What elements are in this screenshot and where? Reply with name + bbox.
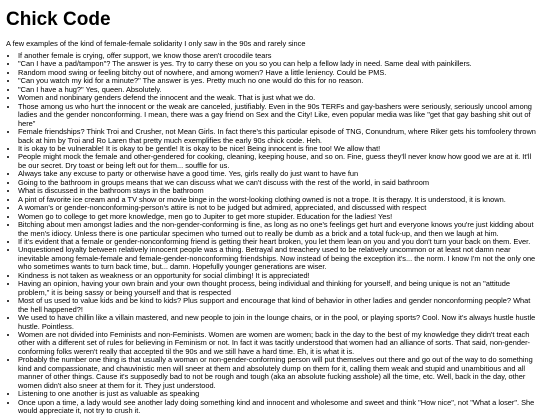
list-item: • Listening to one another is just as valuable as speaking [18,390,536,398]
list-item: • Having an opinion, having your own brain and your own thought process, being individual and thinking for yourself, and being unique is not an "attitude problem," it is being sassy or being yourself and that is respected [18,280,536,297]
intro-text: A few examples of the kind of female-female solidarity I only saw in the 90s and rarely since [6,39,306,48]
list-item: • "Can I have a hug?" Yes, queen. Absolutely. [18,86,536,94]
list-item: • Probably the number one thing is that usually a woman or non-gender-conforming person will put themselves out there and go out of the way to do something kind and compassionate, and chauvinistic men will sneer at them and absolutely dump on them for it, calling them weak and stupid and unambitious and all manner of other things. Cause it's supposedly bad to not be rough and tough (aka an absolute fucking asshole) all the time, etc. Well, back in the day, other women didn't also sneer at them for it. They just understood. [18,356,536,390]
list-item: • Female friendships? Think Troi and Crusher, not Mean Girls. In fact there's this particular episode of TNG, Conundrum, where Riker gets his tomfoolery thrown back at him by Troi and Ro Laren that pretty much exemplifies the early 90s chick code. Heh. [18,128,536,145]
list-item: • If another female is crying, offer support, we know those aren't crocodile tears [18,52,536,60]
list-item: • Kindness is not taken as weakness or an opportunity for social climbing! It is appreciated! [18,272,536,280]
list-item: • Most of us used to value kids and be kind to kids? Plus support and encourage that kind of behavior in other ladies and gender nonconforming people? What the hell happened?! [18,297,536,314]
list-item: • A pint of favorite ice cream and a TV show or movie binge in the worst-looking clothing owned is not a trope. It is therapy. It is understood, it is known. [18,196,536,204]
list-item: • "Can you watch my kid for a minute?" The answer is yes. Pretty much no one would do this for no reason. [18,77,536,85]
list-item: • People might mock the female and other-gendered for cooking, cleaning, keeping house, and so on. Fine, guess they'll never know how good we are at it. It'll be our secret. Dry toast or being left out for them... souffle for us. [18,153,536,170]
list-item: • Always take any excuse to party or otherwise have a good time. Yes, girls really do just want to have fun [18,170,536,178]
chick-code-list [4,52,536,415]
list-item: • If it's evident that a female or gender-nonconforming friend is getting their heart broken, you let them lean on you and you don't turn your back on them. Ever. [18,238,536,246]
list-item: • "Can I have a pad/tampon"? The answer is yes. Try to carry these on you so you can help a fellow lady in need. Same deal with painkillers. [18,60,536,68]
list-item: • It is okay to be vulnerable! It is okay to be gentle! It is okay to be nice! Being innocent is fine too! We allow that! [18,145,536,153]
list-item: • Bitching about men amongst ladies and the non-gender-conforming is fine, as long as no one's feelings get hurt and everyone knows you're just kidding about the men's idiocy. Unless there is one particular specimen who turned out to really be dumb as a brick and a total fuck-up, and then we laugh at him. [18,221,536,238]
page-title: Chick Code [6,9,111,30]
list-item: • Those among us who hurt the innocent or the weak are canceled, justifiably. Even in the 90s TERFs and gay-bashers were seriously, seriously uncool among ladies and the gender nonconforming. I mean, there was a gay friend on Sex and the City! Like, even popular media was like "get that gay bashing shit out of here" [18,103,536,128]
list-item: • What is discussed in the bathroom stays in the bathroom [18,187,536,195]
list-item: • Women are not divided into Feminists and non-Feminists. Women are women are women; back in the day to the best of my knowledge they didn't treat each other with a different set of rules for believing in Feminism or not. In fact it was tacitly understood that women had an alliance of sorts. That said, non-gender-conforming folks weren't really that accepted til the 90s and we still have a hard time. Eh, it is what it is. [18,331,536,356]
list-item: • A woman's or gender-nonconforming-person's attire is not to be judged but admired, appreciated, and discussed with respect [18,204,536,212]
list-item: • Women go to college to get more knowledge, men go to Jupiter to get more stupider. Education for the ladies! Yes! [18,213,536,221]
list-item: • Random mood swing or feeling bitchy out of nowhere, and among women? Have a little leniency. Could be PMS. [18,69,536,77]
list-item: • Once upon a time, a lady would see another lady doing something kind and innocent and wholesome and sweet and think "How nice", not "What a loser". She would appreciate it, not try to crush it. [18,399,536,415]
list-item: • Unquestioned loyalty between relatively innocent people was a thing. Betrayal and treachery used to be relatively uncommon or at least not damn near inevitable among female-female and female-gender-nonconforming friendships. Now instead of being the exception it's... the norm. I know I'm not the only one who sometimes wants to turn back time, but... damn. Hopefully younger generations are wiser. [18,246,536,271]
list-item: • We used to have chillin like a villain mastered, and new people to join in the lounge chairs, or in the pool, or playing sports? Cool. Now it's always hustle hustle hustle. Pointless. [18,314,536,331]
list-item: • Women and nonbinary genders defend the innocent and the weak. That is just what we do. [18,94,536,102]
list-item: • Going to the bathroom in groups means that we can discuss what we can't discuss with the rest of the world, in said bathroom [18,179,536,187]
